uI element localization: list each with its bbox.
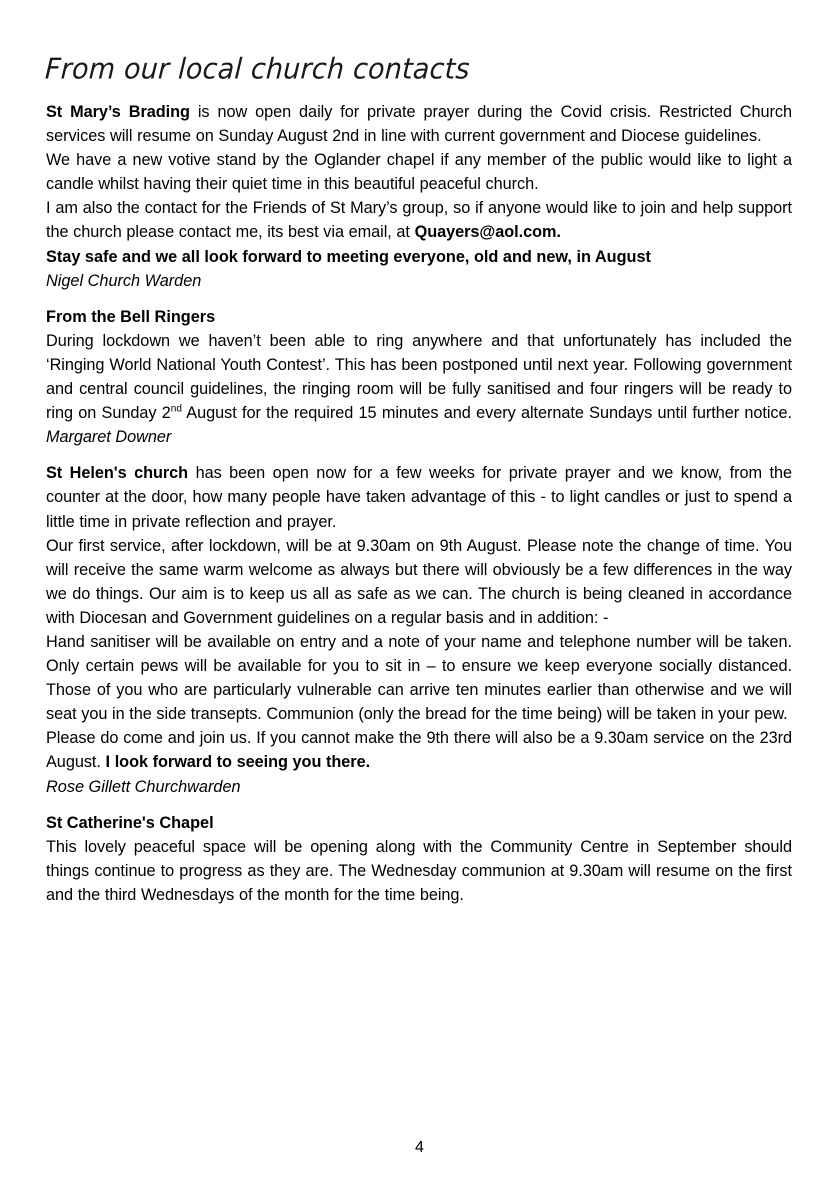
paragraph-text: We have a new votive stand by the Oglander chapel if any member of the public would like to light a candle whilst having their quiet time in this beautiful peaceful church. [46, 151, 792, 194]
paragraph-text: I am also the contact for the Friends of St Mary’s group, so if anyone would like to join and help support the church please contact me, its best via email, at [46, 199, 792, 242]
paragraph-text: This lovely peaceful space will be opening along with the Community Centre in September should things continue to progress as they are. The Wednesday communion at 9.30am will resume on the first and the third Wednesdays of the month for the time being. [46, 837, 792, 904]
signature-margaret: Margaret Downer [46, 428, 172, 447]
paragraph-text-part2: August for the required 15 minutes and every alternate Sundays until further notice. [181, 404, 792, 423]
document-content [46, 52, 792, 907]
page-number: 4 [415, 1139, 424, 1156]
lead-bold-st-helens: St Helen's church [46, 464, 189, 483]
paragraph-text: Please do come and join us. If you cannot make the 9th there will also be a 9.30am service on the 23rd August. [46, 729, 792, 772]
paragraph-first-service [46, 534, 792, 630]
paragraph-please-do-come [46, 726, 792, 774]
email-address: Quayers@aol.com. [414, 223, 561, 242]
paragraph-text: is now open daily for private prayer during the Covid crisis. Restricted Church services will resume on Sunday August 2nd in line with current government and Diocese guidelines. [46, 103, 792, 146]
paragraph-text: Our first service, after lockdown, will be at 9.30am on 9th August. Please note the change of time. You will receive the same warm welcome as always but there will obviously be a few differences in the way we do things. Our aim is to keep us all as safe as we can. The church is being cleaned in accordance with Diocesan and Government guidelines on a regular basis and in addition: - [46, 536, 792, 627]
paragraph-bell-ringers [46, 329, 792, 449]
paragraph-hand-sanitiser [46, 630, 792, 726]
section-divider [46, 799, 792, 811]
heading-st-catherines: St Catherine's Chapel [46, 813, 214, 832]
section-st-marys-brading [46, 100, 792, 293]
ordinal-suffix: nd [170, 403, 182, 415]
signature-rose: Rose Gillett Churchwarden [46, 777, 241, 796]
section-divider [46, 293, 792, 305]
paragraph-st-helens-intro [46, 461, 792, 533]
section-divider [46, 449, 792, 461]
paragraph-text: has been open now for a few weeks for private prayer and we know, from the counter at the door, how many people have taken advantage of this - to light candles or just to spend a little time in private reflection and prayer. [46, 464, 792, 531]
paragraph-text-part1: During lockdown we haven’t been able to ring anywhere and that unfortunately has included the ‘Ringing World National Youth Contest’. This has been postponed until next year. Following government and central council guidelines, the ringing room will be fully sanitised and four ringers will be ready to ring on Sunday 2 [46, 331, 792, 423]
lead-bold-st-marys: St Mary’s Brading [46, 103, 190, 121]
final-bold-st-helens: I look forward to seeing you there. [105, 753, 371, 772]
paragraph-friends-of-st-marys [46, 196, 792, 244]
page-title: From our local church contacts [44, 53, 471, 86]
paragraph-st-catherines [46, 835, 792, 907]
heading-bell-ringers: From the Bell Ringers [46, 307, 216, 326]
paragraph-votive-stand [46, 148, 792, 196]
paragraph-st-marys-intro [46, 100, 792, 148]
section-bell-ringers [46, 305, 792, 450]
paragraph-text: Hand sanitiser will be available on entry and a note of your name and telephone number will be taken. Only certain pews will be available for you to sit in – to ensure we keep everyone socially distanced. Those of you who are particularly vulnerable can arrive ten minutes earlier than otherwise and we will seat you in the side transepts. Communion (only the bread for the time being) will be taken in your pew. [46, 632, 792, 724]
signature-nigel: Nigel Church Warden [46, 271, 202, 290]
closing-bold-st-marys: Stay safe and we all look forward to meeting everyone, old and new, in August [46, 247, 651, 266]
section-st-helens-church [46, 461, 792, 798]
section-st-catherines-chapel [46, 811, 792, 907]
